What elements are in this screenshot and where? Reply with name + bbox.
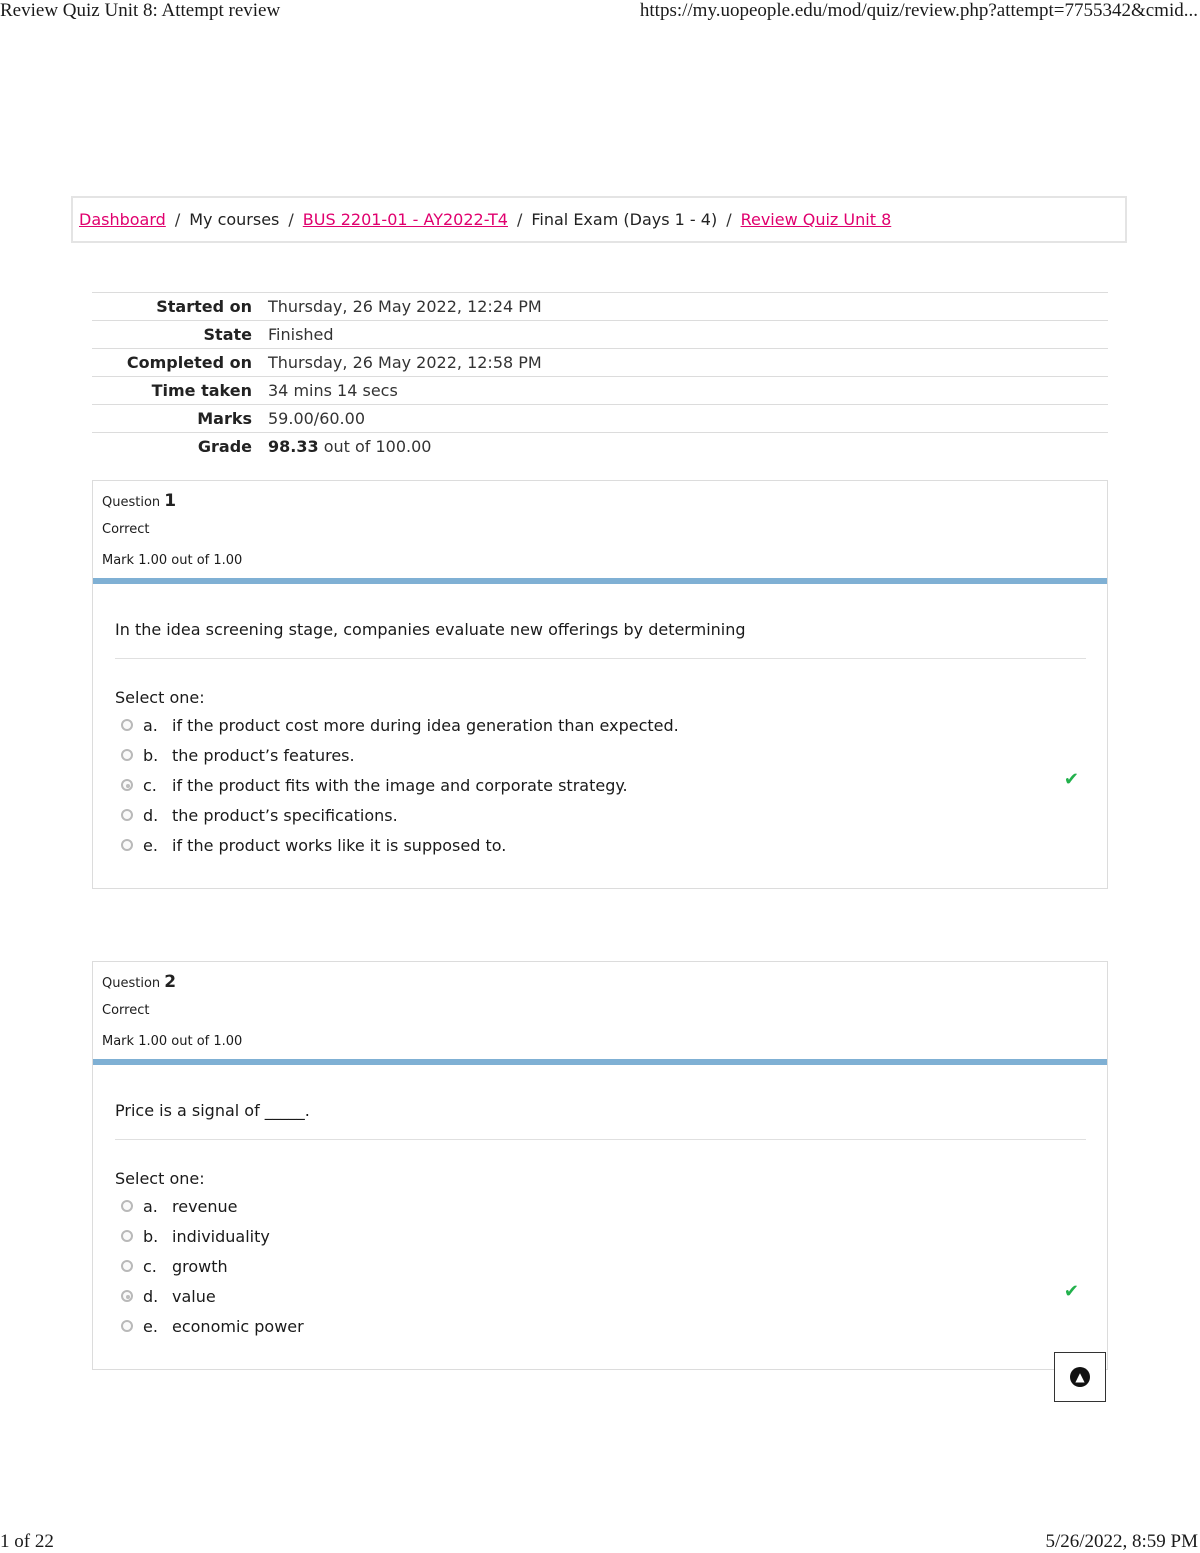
question-mark: Mark 1.00 out of 1.00	[102, 553, 243, 568]
breadcrumb-my-courses: My courses	[189, 210, 280, 229]
breadcrumb	[71, 196, 1127, 243]
answer-option-a[interactable]	[121, 710, 679, 740]
answer-letter: d.	[143, 1286, 159, 1306]
summary-row-state	[92, 321, 1108, 349]
answer-text: if the product fits with the image and corporate strategy.	[172, 775, 628, 795]
summary-value: Thursday, 26 May 2022, 12:24 PM	[268, 297, 542, 316]
breadcrumb-section: Final Exam (Days 1 - 4)	[531, 210, 718, 229]
answer-letter: b.	[143, 745, 159, 765]
answer-option-b[interactable]	[121, 1221, 304, 1251]
radio-button[interactable]	[121, 809, 133, 821]
question-number	[102, 491, 176, 511]
answer-text: growth	[172, 1256, 228, 1276]
question-2	[92, 961, 1108, 1370]
answer-option-e[interactable]	[121, 1311, 304, 1341]
radio-button[interactable]	[121, 1200, 133, 1212]
summary-label: Time taken	[151, 381, 252, 400]
print-datetime: 5/26/2022, 8:59 PM	[1045, 1531, 1198, 1552]
breadcrumb-quiz-link[interactable]: Review Quiz Unit 8	[740, 210, 892, 229]
answer-option-c[interactable]	[121, 1251, 304, 1281]
answer-option-a[interactable]	[121, 1191, 304, 1221]
radio-button-selected[interactable]	[121, 1290, 133, 1302]
summary-row-started	[92, 293, 1108, 321]
breadcrumb-separator: /	[174, 210, 181, 229]
divider	[115, 1139, 1086, 1140]
question-info	[93, 481, 1107, 584]
print-page-number: 1 of 22	[0, 1531, 54, 1552]
question-info	[93, 962, 1107, 1065]
print-page-title: Review Quiz Unit 8: Attempt review	[0, 0, 281, 21]
summary-value: 59.00/60.00	[268, 409, 365, 428]
summary-value: Thursday, 26 May 2022, 12:58 PM	[268, 353, 542, 372]
back-to-top-button[interactable]	[1054, 1352, 1106, 1402]
question-state: Correct	[102, 1003, 150, 1018]
summary-value	[260, 433, 1108, 461]
divider	[115, 658, 1086, 659]
answer-list	[121, 710, 679, 860]
question-number	[102, 972, 176, 992]
answer-text: the product’s features.	[172, 745, 355, 765]
answer-letter: b.	[143, 1226, 159, 1246]
radio-button[interactable]	[121, 839, 133, 851]
radio-button[interactable]	[121, 719, 133, 731]
breadcrumb-separator: /	[288, 210, 294, 229]
print-url: https://my.uopeople.edu/mod/quiz/review.php?attempt=7755342&cmid...	[639, 0, 1198, 21]
question-text: Price is a signal of _____.	[115, 1101, 310, 1120]
summary-row-completed	[92, 349, 1108, 377]
summary-row-marks	[92, 405, 1108, 433]
print-header	[0, 0, 1200, 26]
question-text: In the idea screening stage, companies evaluate new offerings by determining	[115, 620, 746, 639]
breadcrumb-separator: /	[516, 210, 523, 229]
grade-out-of: out of 100.00	[318, 437, 432, 457]
summary-value: 34 mins 14 secs	[268, 381, 398, 400]
answer-letter: e.	[143, 1316, 158, 1336]
answer-text: if the product cost more during idea generation than expected.	[172, 715, 679, 735]
attempt-summary-table	[92, 292, 1108, 461]
answer-letter: a.	[143, 715, 158, 735]
radio-button[interactable]	[121, 1260, 133, 1272]
answer-option-c[interactable]	[121, 770, 679, 800]
summary-value: Finished	[268, 325, 334, 344]
summary-label: State	[203, 325, 252, 344]
answer-option-d[interactable]	[121, 800, 679, 830]
check-icon: ✔	[1063, 1281, 1079, 1302]
answer-letter: c.	[143, 1256, 157, 1276]
radio-button-selected[interactable]	[121, 779, 133, 791]
answer-letter: d.	[143, 805, 159, 825]
answer-list	[121, 1191, 304, 1341]
radio-button[interactable]	[121, 1320, 133, 1332]
summary-label: Grade	[197, 437, 252, 457]
answer-letter: a.	[143, 1196, 158, 1216]
select-one-prompt: Select one:	[115, 1169, 205, 1188]
radio-button[interactable]	[121, 749, 133, 761]
answer-text: if the product works like it is supposed to.	[172, 835, 507, 855]
question-content	[93, 584, 1107, 888]
breadcrumb-separator: /	[726, 210, 732, 229]
answer-letter: e.	[143, 835, 158, 855]
summary-label: Marks	[197, 409, 252, 428]
summary-row-time-taken	[92, 377, 1108, 405]
summary-row-grade	[92, 433, 1108, 461]
answer-text: revenue	[172, 1196, 238, 1216]
answer-text: value	[172, 1286, 216, 1306]
question-label: Question	[102, 495, 161, 510]
answer-option-b[interactable]	[121, 740, 679, 770]
print-footer	[0, 1531, 1200, 1553]
question-1	[92, 480, 1108, 889]
radio-button[interactable]	[121, 1230, 133, 1242]
summary-label: Completed on	[126, 353, 252, 372]
question-number-value: 2	[164, 972, 177, 992]
check-icon: ✔	[1063, 769, 1079, 790]
breadcrumb-dashboard-link[interactable]: Dashboard	[79, 210, 166, 229]
answer-option-d[interactable]	[121, 1281, 304, 1311]
question-mark: Mark 1.00 out of 1.00	[102, 1034, 243, 1049]
summary-label: Started on	[156, 297, 252, 316]
answer-text: economic power	[172, 1316, 304, 1336]
answer-letter: c.	[143, 775, 157, 795]
question-label: Question	[102, 976, 161, 991]
grade-score: 98.33	[268, 437, 319, 457]
answer-text: the product’s specifications.	[172, 805, 398, 825]
chevron-up-circle-icon: ▲	[1070, 1367, 1090, 1387]
question-number-value: 1	[164, 491, 177, 511]
select-one-prompt: Select one:	[115, 688, 205, 707]
question-state: Correct	[102, 522, 150, 537]
breadcrumb-course-link[interactable]: BUS 2201-01 - AY2022-T4	[302, 210, 508, 229]
question-content	[93, 1065, 1107, 1369]
answer-option-e[interactable]	[121, 830, 679, 860]
answer-text: individuality	[172, 1226, 270, 1246]
